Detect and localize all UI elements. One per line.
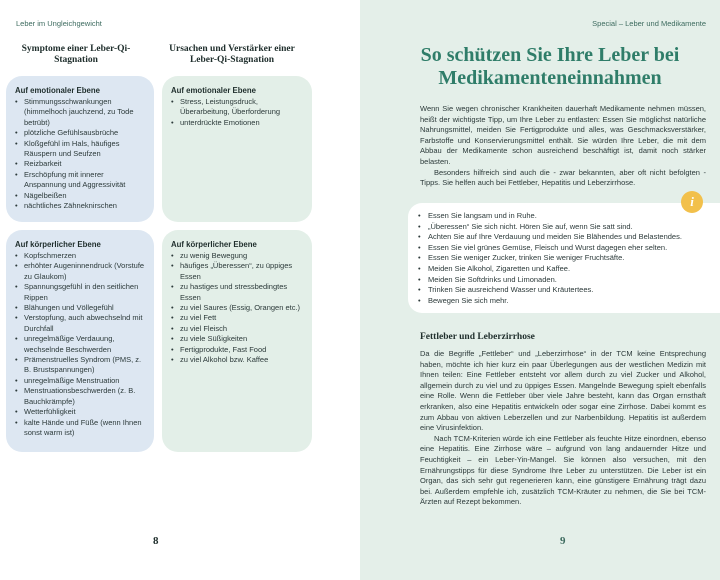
list-item: • zu viel Alkohol bzw. Kaffee — [171, 355, 304, 365]
intro-paragraph: Besonders hilfreich sind auch die - zwar bekannten, aber oft nicht befolgten - Tipps. Sie helfen auch bei Fettleber, Hepatitis und Leberzirrhose. — [420, 167, 706, 188]
list-item: • häufiges „Überessen“, zu üppiges Essen — [171, 261, 304, 282]
tip-item: • Essen Sie viel grünes Gemüse, Fleisch und Wurst dagegen eher selten. — [418, 243, 714, 254]
tip-item: • Meiden Sie Alkohol, Zigaretten und Kaffee. — [418, 264, 714, 275]
list-item: • Menstruationsbeschwerden (z. B. Bauchkrämpfe) — [15, 386, 146, 407]
right-page — [360, 0, 720, 580]
symptoms-emotional-card — [6, 76, 154, 222]
tip-item: • Trinken Sie ausreichend Wasser und Kräutertees. — [418, 285, 714, 296]
list-item: • Stress, Leistungsdruck, Überarbeitung, Überforderung — [171, 97, 304, 118]
section-paragraph: Nach TCM-Kriterien würde ich eine Fettleber als feuchte Hitze einordnen, ebenso eine Hepatitis. Eine Zirrhose wäre – aufgrund von lang andauernder Hitze und Feuchtigkeit – ein Leber-Yin-Mangel. Sie können also versuchen, mit den Ernährungstipps für diese Syndrome Ihre Leber zu unterstützen. Die Leber ist ein Organ, das sich sehr gut regenerieren kann, eine günstigere Ernährung trägt dazu bei. Außerdem empfehle ich, zusätzlich TCM-Kräuter zu nehmen, die Sie bei TCM-Ärzten auf Rezept bekommen. — [420, 433, 706, 507]
intro-text — [420, 104, 706, 189]
list-item: • Nägelbeißen — [15, 191, 146, 201]
page-number-right: 9 — [560, 535, 566, 547]
list-item: • Kloßgefühl im Hals, häufiges Räuspern und Seufzen — [15, 139, 146, 160]
page-title: So schützen Sie Ihre Leber bei Medikamenteneinnahmen — [420, 44, 680, 89]
card-title: Auf emotionaler Ebene — [171, 86, 256, 95]
info-icon: i — [681, 191, 703, 213]
symptoms-emotional-list — [15, 97, 146, 211]
tips-box — [408, 203, 720, 313]
list-item: • Prämenstruelles Syndrom (PMS, z. B. Brustspannungen) — [15, 355, 146, 376]
tip-item: • Achten Sie auf Ihre Verdauung und meiden Sie Blähendes und Belastendes. — [418, 232, 714, 243]
list-item: • Fertigprodukte, Fast Food — [171, 345, 304, 355]
causes-emotional-list — [171, 97, 304, 128]
tip-item: • Essen Sie weniger Zucker, trinken Sie weniger Fruchtsäfte. — [418, 253, 714, 264]
page-number-left: 8 — [153, 535, 159, 547]
tip-item: • Bewegen Sie sich mehr. — [418, 296, 714, 307]
list-item: • Wetterfühligkeit — [15, 407, 146, 417]
list-item: • erhöhter Augeninnendruck (Vorstufe zu Glaukom) — [15, 261, 146, 282]
list-item: • Spannungsgefühl in den seitlichen Rippen — [15, 282, 146, 303]
running-head-right: Special – Leber und Medikamente — [592, 19, 706, 28]
section-text — [420, 349, 706, 508]
list-item: • plötzliche Gefühlsausbrüche — [15, 128, 146, 138]
list-item: • zu viel Saures (Essig, Orangen etc.) — [171, 303, 304, 313]
list-item: • zu viel Fleisch — [171, 324, 304, 334]
tip-item: • „Überessen“ Sie sich nicht. Hören Sie auf, wenn Sie satt sind. — [418, 222, 714, 233]
list-item: • Reizbarkeit — [15, 159, 146, 169]
list-item: • zu hastiges und stressbedingtes Essen — [171, 282, 304, 303]
section-heading: Fettleber und Leberzirrhose — [420, 332, 535, 342]
causes-column-heading: Ursachen und Verstärker einer Leber-Qi-Stagnation — [169, 44, 295, 65]
tip-item: • Essen Sie langsam und in Ruhe. — [418, 211, 714, 222]
card-title: Auf emotionaler Ebene — [15, 86, 100, 95]
list-item: • kalte Hände und Füße (wenn Ihnen sonst warm ist) — [15, 418, 146, 439]
list-item: • Stimmungsschwankungen (himmelhoch jauchzend, zu Tode betrübt) — [15, 97, 146, 128]
running-head-left: Leber im Ungleichgewicht — [16, 19, 102, 28]
symptoms-physical-list — [15, 251, 146, 438]
list-item: • Verstopfung, auch abwechselnd mit Durchfall — [15, 313, 146, 334]
list-item: • unregelmäßige Menstruation — [15, 376, 146, 386]
list-item: • unregelmäßige Verdauung, wechselnde Beschwerden — [15, 334, 146, 355]
causes-physical-card — [162, 230, 312, 452]
list-item: • Kopfschmerzen — [15, 251, 146, 261]
list-item: • nächtliches Zähneknirschen — [15, 201, 146, 211]
list-item: • unterdrückte Emotionen — [171, 118, 304, 128]
list-item: • Blähungen und Völlegefühl — [15, 303, 146, 313]
intro-paragraph: Wenn Sie wegen chronischer Krankheiten dauerhaft Medikamente nehmen müssen, heißt der wichtigste Tipp, um Ihre Leber zu entlasten: Essen Sie möglichst natürliche Nahrungsmittel, meiden Sie Fertigprodukte und alles, was Geschmacksverstärker, Farbstoffe und Konservierungsmittel enthält. Sie würden Ihre Leber, die mit dem Abbau der Medikamente schon ausreichend beschäftigt ist, damit noch stärker belasten. — [420, 104, 706, 166]
tip-item: • Meiden Sie Softdrinks und Limonaden. — [418, 275, 714, 286]
list-item: • zu wenig Bewegung — [171, 251, 304, 261]
causes-emotional-card — [162, 76, 312, 222]
symptoms-column-heading: Symptome einer Leber-Qi-Stagnation — [21, 44, 131, 65]
causes-physical-list — [171, 251, 304, 365]
card-title: Auf körperlicher Ebene — [15, 240, 101, 249]
list-item: • zu viele Süßigkeiten — [171, 334, 304, 344]
section-paragraph: Da die Begriffe „Fettleber“ und „Leberzirrhose“ in der TCM keine Entsprechung haben, möchte ich hier kurz ein paar Überlegungen aus der westlichen Medizin mit Ihnen teilen: Eine Fettleber entsteht vor allem durch zu viel Zucker und Alkohol, allgemein durch zu viel und zu üppiges Essen. Mangelnde Bewegung spielt ebenfalls eine Rolle. Wenn die Fettleber über viele Jahre besteht, kann das Organ ernsthaft erkranken, also eine Hepatitis entwickeln oder sogar eine Zirrhose. Dabei kommt es zum Abbau von aktiven Leberzellen und zur Narbenbildung. Hepatitis ist außerdem eine Virusinfektion. — [420, 349, 706, 433]
symptoms-physical-card — [6, 230, 154, 452]
list-item: • zu viel Fett — [171, 313, 304, 323]
tips-list — [418, 211, 714, 306]
list-item: • Erschöpfung mit innerer Anspannung und Aggressivität — [15, 170, 146, 191]
card-title: Auf körperlicher Ebene — [171, 240, 257, 249]
